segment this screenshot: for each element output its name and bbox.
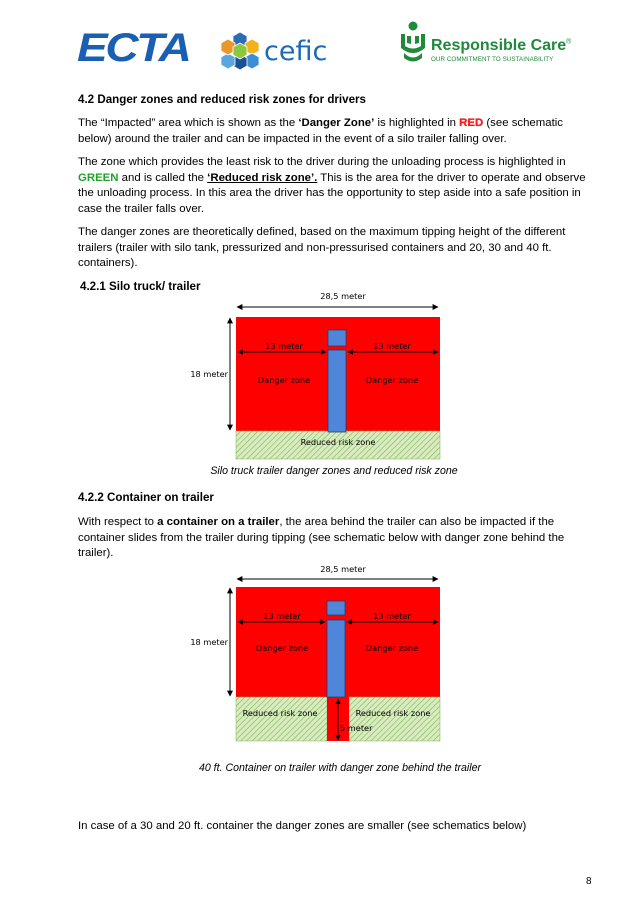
subsection-container-heading: 4.2.2 Container on trailer: [78, 491, 214, 504]
truck-cab: [327, 601, 345, 615]
trailer-body: [327, 620, 345, 697]
truck-cab: [328, 330, 346, 346]
ecta-logo: ECTA: [77, 26, 190, 70]
responsible-care-logo: [398, 20, 571, 64]
page-number: 8: [586, 876, 592, 887]
cefic-logo: [218, 30, 327, 72]
registered-mark: ®: [566, 38, 572, 46]
reduced-risk-label-right: Reduced risk zone: [355, 708, 431, 718]
height-label: 18 meter: [190, 369, 228, 379]
right-danger-zone-label: Danger zone: [365, 375, 419, 385]
reduced-risk-label-left: Reduced risk zone: [242, 708, 318, 718]
left-distance-label: 13 meter: [265, 341, 303, 351]
right-danger-zone-label: Danger zone: [365, 643, 419, 653]
height-label: 18 meter: [190, 637, 228, 647]
container-trailer-diagram: [180, 558, 460, 748]
right-distance-label: 13 meter: [373, 611, 411, 621]
closing-paragraph: In case of a 30 and 20 ft. container the danger zones are smaller (see schematics below): [78, 820, 527, 832]
reduced-risk-zone-right: [349, 697, 440, 741]
reduced-risk-label: Reduced risk zone: [300, 437, 376, 447]
left-danger-zone-label: Danger zone: [257, 375, 311, 385]
width-label: 28,5 meter: [320, 291, 366, 301]
cefic-hexagon-icon: [218, 30, 262, 72]
cefic-wordmark: cefic: [264, 35, 328, 67]
responsible-care-hands-icon: [398, 20, 428, 64]
reduced-risk-zone-left: [236, 697, 327, 741]
silo-diagram-caption: Silo truck trailer danger zones and reduced risk zone: [210, 465, 458, 477]
left-distance-label: 13 meter: [263, 611, 301, 621]
width-label: 28,5 meter: [320, 564, 366, 574]
behind-distance-label: 5 meter: [340, 723, 373, 733]
container-diagram-caption: 40 ft. Container on trailer with danger zone behind the trailer: [198, 762, 482, 774]
paragraph-theoretical-definition: The danger zones are theoretically defined, based on the maximum tipping height of the different trailers (trailer with silo tank, pressurized and non-pressurised containers and 20, 30 and 40 ft. containers).: [78, 226, 566, 270]
trailer-body: [328, 350, 346, 432]
section-heading: 4.2 Danger zones and reduced risk zones for drivers: [78, 93, 367, 106]
responsible-care-title: Responsible Care: [431, 37, 567, 54]
paragraph-container: With respect to a container on a trailer, the area behind the trailer can also be impacted if the container slides from the trailer during tipping (see schematic below with danger zone behind the trailer).: [78, 516, 565, 560]
red-keyword: RED: [459, 117, 484, 129]
paragraph-danger-zone: The “Impacted” area which is shown as the ‘Danger Zone’ is highlighted in RED (see schematic below) around the trailer and can be impacted in the event of a silo trailer falling over.: [78, 117, 563, 145]
responsible-care-subtitle: OUR COMMITMENT TO SUSTAINABILITY: [431, 56, 554, 63]
subsection-silo-heading: 4.2.1 Silo truck/ trailer: [80, 280, 201, 293]
right-distance-label: 13 meter: [373, 341, 411, 351]
green-keyword: GREEN: [78, 171, 119, 184]
left-danger-zone-label: Danger zone: [255, 643, 309, 653]
silo-trailer-diagram: [180, 288, 460, 466]
paragraph-reduced-risk-zone: The zone which provides the least risk to the driver during the unloading process is highlighted in GREEN and is called the ‘Reduced risk zone’. This is the area for the driver to operate and observe the unloading process. In this area the driver has the opportunity to step aside into a safe position in case the trailer falls over.: [78, 156, 586, 215]
